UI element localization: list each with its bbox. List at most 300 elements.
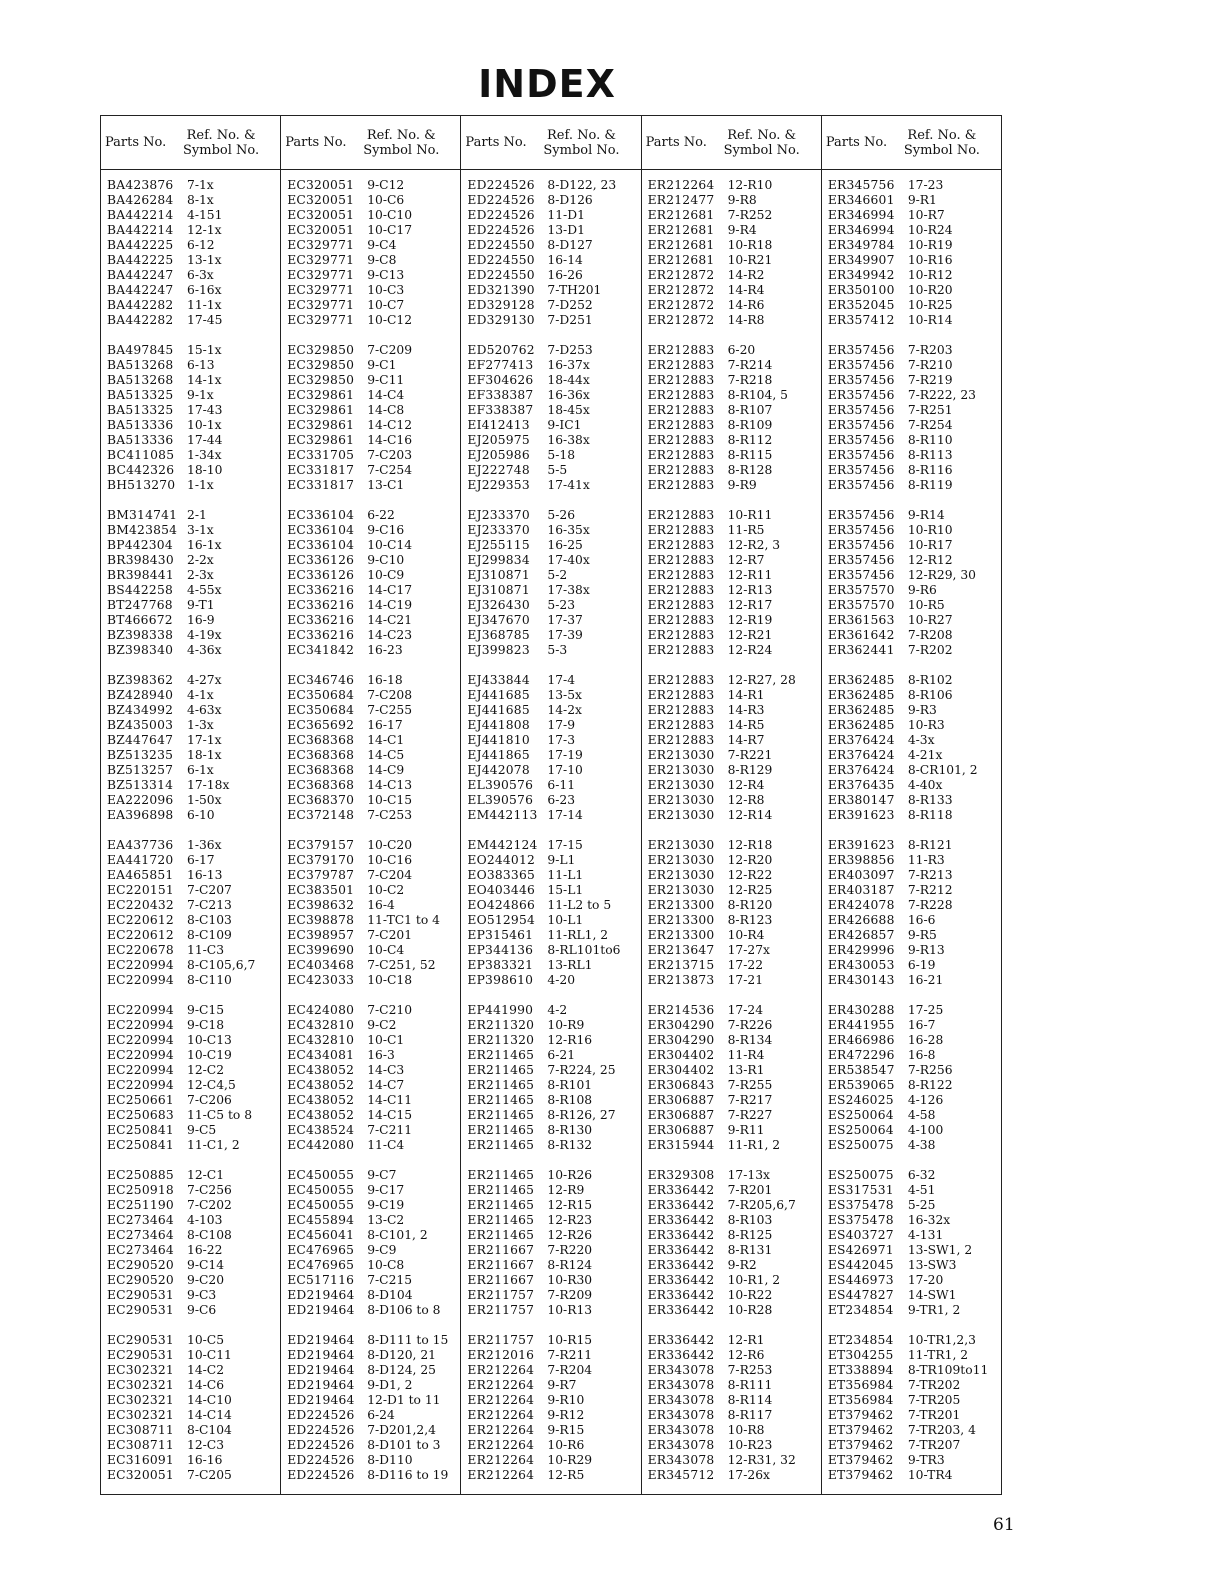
parts-no: EC320051 xyxy=(287,223,355,237)
index-entry xyxy=(467,193,640,208)
index-entry xyxy=(828,1468,1001,1483)
parts-no: EC476965 xyxy=(287,1258,355,1272)
ref-symbol-no: 11-R4 xyxy=(727,1048,765,1062)
index-entry xyxy=(287,838,460,853)
ref-symbol-no: 9-C11 xyxy=(367,373,405,387)
parts-no: ED520762 xyxy=(467,343,535,357)
parts-no: ER350100 xyxy=(827,283,895,297)
ref-symbol-no: 7-TR203, 4 xyxy=(907,1423,976,1437)
index-entry xyxy=(648,928,821,943)
index-entry xyxy=(107,568,280,583)
index-entry xyxy=(107,1408,280,1423)
ref-symbol-no: 14-C8 xyxy=(367,403,405,417)
index-entry xyxy=(648,298,821,313)
index-entry xyxy=(467,478,640,493)
index-entry xyxy=(107,268,280,283)
parts-no: ER213873 xyxy=(647,973,715,987)
parts-no: BH513270 xyxy=(107,478,176,492)
ref-symbol-no: 4-38 xyxy=(907,1138,936,1152)
ref-symbol-no: 9-1x xyxy=(187,388,214,402)
parts-no: ER306887 xyxy=(647,1123,715,1137)
index-entry xyxy=(287,343,460,358)
parts-no: EC329850 xyxy=(287,373,355,387)
parts-no: ER306843 xyxy=(647,1078,715,1092)
index-entry xyxy=(467,1183,640,1198)
parts-no: ED219464 xyxy=(287,1363,355,1377)
parts-no: ER398856 xyxy=(827,853,895,867)
parts-no: ER429996 xyxy=(827,943,895,957)
ref-symbol-no: 13-5x xyxy=(547,688,582,702)
index-entry xyxy=(107,1093,280,1108)
index-entry xyxy=(828,433,1001,448)
parts-no: ER336442 xyxy=(647,1243,715,1257)
parts-no: ER213030 xyxy=(647,793,715,807)
parts-no: EC329861 xyxy=(287,433,355,447)
index-entry xyxy=(828,1063,1001,1078)
entry-group xyxy=(648,1168,821,1318)
index-entry xyxy=(648,1063,821,1078)
parts-no: EC329771 xyxy=(287,268,355,282)
parts-no: BA442214 xyxy=(107,208,174,222)
ref-symbol-no: 4-51 xyxy=(907,1183,936,1197)
index-entry xyxy=(648,628,821,643)
index-entry xyxy=(107,868,280,883)
ref-symbol-no: 8-D127 xyxy=(547,238,593,252)
parts-no: ES250064 xyxy=(827,1123,894,1137)
column-header xyxy=(461,116,640,170)
parts-no: ER357456 xyxy=(827,448,895,462)
parts-no: ER346994 xyxy=(827,223,895,237)
ref-symbol-no: 7-R208 xyxy=(907,628,953,642)
entry-group xyxy=(107,1333,280,1483)
parts-no: ER213030 xyxy=(647,853,715,867)
index-entry xyxy=(107,1468,280,1483)
index-entry xyxy=(648,1198,821,1213)
parts-no: BC442326 xyxy=(107,463,175,477)
ref-symbol-no: 9-R14 xyxy=(907,508,945,522)
index-entry xyxy=(107,1378,280,1393)
index-entry xyxy=(287,1408,460,1423)
ref-symbol-no: 8-R122 xyxy=(907,1078,953,1092)
ref-symbol-no: 12-R10 xyxy=(727,178,773,192)
parts-no-header: Parts No. xyxy=(465,135,527,150)
ref-symbol-no: 7-R211 xyxy=(547,1348,593,1362)
ref-symbol-no: 16-37x xyxy=(547,358,590,372)
parts-no: BA442282 xyxy=(107,298,174,312)
index-entry xyxy=(467,1108,640,1123)
entry-group xyxy=(287,1003,460,1153)
ref-symbol-no: 9-C4 xyxy=(367,238,397,252)
parts-no: BA513268 xyxy=(107,358,174,372)
ref-symbol-no: 15-1x xyxy=(187,343,222,357)
index-entry xyxy=(648,1378,821,1393)
index-entry xyxy=(828,733,1001,748)
ref-symbol-no: 5-2 xyxy=(547,568,568,582)
parts-no: ED224550 xyxy=(467,253,535,267)
ref-symbol-no: 17-43 xyxy=(187,403,223,417)
ref-symbol-no: 6-11 xyxy=(547,778,576,792)
parts-no: ER212264 xyxy=(467,1408,535,1422)
ref-symbol-no: 13-RL1 xyxy=(547,958,593,972)
ref-symbol-no: 5-18 xyxy=(547,448,576,462)
parts-no: EJ399823 xyxy=(467,643,530,657)
index-entry xyxy=(287,1228,460,1243)
index-entry xyxy=(287,1288,460,1303)
ref-symbol-no: 12-C1 xyxy=(187,1168,225,1182)
entry-group xyxy=(648,1003,821,1153)
parts-no: EC329771 xyxy=(287,298,355,312)
parts-no: EC320051 xyxy=(287,208,355,222)
ref-symbol-no: 12-R31, 32 xyxy=(727,1453,796,1467)
ref-symbol-no: 10-C9 xyxy=(367,568,405,582)
ref-symbol-no: 8-D104 xyxy=(367,1288,413,1302)
index-entry xyxy=(828,283,1001,298)
parts-no: ER361642 xyxy=(827,628,895,642)
parts-no: ER304402 xyxy=(647,1063,715,1077)
index-entry xyxy=(828,373,1001,388)
parts-no: EC329850 xyxy=(287,343,355,357)
index-column xyxy=(101,116,281,1494)
parts-no: ER211667 xyxy=(467,1243,535,1257)
index-entry xyxy=(467,1018,640,1033)
index-entry xyxy=(648,313,821,328)
parts-no: EC350684 xyxy=(287,703,355,717)
index-entry xyxy=(467,673,640,688)
index-entry xyxy=(648,868,821,883)
parts-no: ER380147 xyxy=(827,793,895,807)
ref-symbol-no: 10-R21 xyxy=(727,253,773,267)
index-entry xyxy=(287,1198,460,1213)
symbol-no-label: Symbol No. xyxy=(363,142,440,158)
ref-symbol-no: 7-R224, 25 xyxy=(547,1063,616,1077)
parts-no: BC411085 xyxy=(107,448,175,462)
entry-group xyxy=(107,1168,280,1318)
parts-no: ER349907 xyxy=(827,253,895,267)
index-entry xyxy=(287,418,460,433)
parts-no: ER211465 xyxy=(467,1228,535,1242)
index-entry xyxy=(287,403,460,418)
page-number: 61 xyxy=(993,1515,1015,1535)
parts-no: ER343078 xyxy=(647,1408,715,1422)
parts-no: EC220994 xyxy=(107,1018,174,1032)
parts-no: ER357456 xyxy=(827,568,895,582)
index-entry xyxy=(467,373,640,388)
index-entry xyxy=(467,1168,640,1183)
ref-symbol-no: 16-22 xyxy=(187,1243,223,1257)
index-entry xyxy=(287,748,460,763)
parts-no: ER212883 xyxy=(647,418,715,432)
parts-no: ER343078 xyxy=(647,1363,715,1377)
ref-symbol-no: 12-R17 xyxy=(727,598,773,612)
parts-no: ER362485 xyxy=(827,688,895,702)
parts-no: ET379462 xyxy=(827,1453,894,1467)
parts-no: ER430053 xyxy=(827,958,895,972)
index-entry xyxy=(828,1378,1001,1393)
parts-no: EC329861 xyxy=(287,388,355,402)
parts-no: EC432810 xyxy=(287,1018,355,1032)
index-entry xyxy=(648,898,821,913)
parts-no-header: Parts No. xyxy=(645,135,707,150)
parts-no: ER357456 xyxy=(827,403,895,417)
index-entry xyxy=(648,388,821,403)
parts-no: ET379462 xyxy=(827,1438,894,1452)
parts-no: ER336442 xyxy=(647,1348,715,1362)
ref-symbol-no: 12-R24 xyxy=(727,643,773,657)
parts-no: EC432810 xyxy=(287,1033,355,1047)
parts-no: ER357412 xyxy=(827,313,895,327)
index-entry xyxy=(828,478,1001,493)
ref-symbol-no: 11-C3 xyxy=(187,943,225,957)
ref-symbol-no: 12-C2 xyxy=(187,1063,225,1077)
parts-no: BT247768 xyxy=(107,598,173,612)
parts-no: ER212883 xyxy=(647,403,715,417)
ref-symbol-no: 16-26 xyxy=(547,268,583,282)
ref-symbol-no: 10-R30 xyxy=(547,1273,593,1287)
parts-no: EC320051 xyxy=(107,1468,174,1482)
entry-group xyxy=(107,178,280,328)
index-entry xyxy=(287,388,460,403)
parts-no: ER212883 xyxy=(647,643,715,657)
parts-no: ER212264 xyxy=(467,1438,535,1452)
index-entry xyxy=(467,793,640,808)
parts-no: ER306887 xyxy=(647,1108,715,1122)
ref-symbol-no: 4-131 xyxy=(907,1228,944,1242)
index-entry xyxy=(648,703,821,718)
index-entry xyxy=(648,433,821,448)
parts-no: ER304402 xyxy=(647,1048,715,1062)
parts-no: ER213300 xyxy=(647,913,715,927)
index-entry xyxy=(107,808,280,823)
index-entry xyxy=(648,1258,821,1273)
ref-symbol-no: 18-1x xyxy=(187,748,222,762)
parts-no: ER211465 xyxy=(467,1138,535,1152)
index-entry xyxy=(287,1363,460,1378)
index-entry xyxy=(287,958,460,973)
ref-symbol-no: 12-R5 xyxy=(547,1468,585,1482)
ref-symbol-no: 16-23 xyxy=(367,643,403,657)
ref-symbol-no: 8-R125 xyxy=(727,1228,773,1242)
index-entry xyxy=(828,448,1001,463)
parts-no: BZ513314 xyxy=(107,778,174,792)
parts-no: ER212883 xyxy=(647,583,715,597)
ref-symbol-no: 7-R214 xyxy=(727,358,773,372)
ref-symbol-no: 5-23 xyxy=(547,598,576,612)
index-entry xyxy=(467,1228,640,1243)
parts-no: EI412413 xyxy=(467,418,530,432)
parts-no: ES447827 xyxy=(827,1288,894,1302)
parts-no: ER212681 xyxy=(647,223,715,237)
ref-symbol-no: 8-R120 xyxy=(727,898,773,912)
ref-symbol-no: 8-D101 to 3 xyxy=(367,1438,441,1452)
ref-symbol-no: 9-D1, 2 xyxy=(367,1378,413,1392)
parts-no: ER336442 xyxy=(647,1213,715,1227)
parts-no: ER211757 xyxy=(467,1303,535,1317)
index-entry xyxy=(648,808,821,823)
index-entry xyxy=(467,898,640,913)
ref-symbol-no: 1-50x xyxy=(187,793,222,807)
ref-symbol-no: 5-3 xyxy=(547,643,568,657)
parts-no: EJ205975 xyxy=(467,433,530,447)
ref-symbol-no: 11-1x xyxy=(187,298,222,312)
index-entry xyxy=(467,178,640,193)
index-entry xyxy=(828,1438,1001,1453)
ref-symbol-no: 9-R10 xyxy=(547,1393,585,1407)
ref-symbol-no: 7-C206 xyxy=(187,1093,232,1107)
parts-no: EC434081 xyxy=(287,1048,355,1062)
parts-no: ET304255 xyxy=(827,1348,894,1362)
index-entry xyxy=(828,778,1001,793)
ref-symbol-no: 17-4 xyxy=(547,673,576,687)
index-entry xyxy=(467,1243,640,1258)
ref-symbol-no: 6-1x xyxy=(187,763,214,777)
index-entry xyxy=(287,643,460,658)
index-entry xyxy=(287,583,460,598)
parts-no: EC517116 xyxy=(287,1273,355,1287)
parts-no: EC220994 xyxy=(107,1063,174,1077)
parts-no: ED224526 xyxy=(287,1468,355,1482)
ref-symbol-no: 11-TC1 to 4 xyxy=(367,913,440,927)
ref-symbol-no: 10-R15 xyxy=(547,1333,593,1347)
parts-no: BM314741 xyxy=(107,508,178,522)
index-entry xyxy=(287,298,460,313)
ref-symbol-no: 8-R118 xyxy=(907,808,953,822)
index-entry xyxy=(828,793,1001,808)
ref-symbol-no: 9-R13 xyxy=(907,943,945,957)
parts-no: ER345712 xyxy=(647,1468,715,1482)
parts-no: BA513268 xyxy=(107,373,174,387)
ref-symbol-no: 9-R11 xyxy=(727,1123,765,1137)
index-entry xyxy=(467,1123,640,1138)
index-entry xyxy=(287,1123,460,1138)
index-entry xyxy=(107,358,280,373)
parts-no: EA441720 xyxy=(107,853,174,867)
ref-symbol-no: 11-C5 to 8 xyxy=(187,1108,253,1122)
parts-no: ES250064 xyxy=(827,1108,894,1122)
ref-symbol-no: 8-R132 xyxy=(547,1138,593,1152)
parts-no: EC336104 xyxy=(287,538,355,552)
index-entry xyxy=(467,718,640,733)
parts-no: ER212883 xyxy=(647,538,715,552)
ref-symbol-no: 9-R5 xyxy=(907,928,937,942)
index-entry xyxy=(287,763,460,778)
ref-symbol-no: 15-L1 xyxy=(547,883,584,897)
ref-symbol-no: 12-R12 xyxy=(907,553,953,567)
parts-no: EC438052 xyxy=(287,1093,355,1107)
parts-no: ER213030 xyxy=(647,748,715,762)
parts-no: ER211320 xyxy=(467,1033,535,1047)
parts-no: EJ233370 xyxy=(467,508,530,522)
parts-no: ER211465 xyxy=(467,1123,535,1137)
parts-no: ER211465 xyxy=(467,1078,535,1092)
parts-no: EJ433844 xyxy=(467,673,530,687)
parts-no: BZ435003 xyxy=(107,718,174,732)
ref-symbol-no: 14-C6 xyxy=(187,1378,225,1392)
ref-symbol-no: 8-C109 xyxy=(187,928,232,942)
parts-no: ER357456 xyxy=(827,358,895,372)
index-entry xyxy=(828,268,1001,283)
index-entry xyxy=(107,1438,280,1453)
index-entry xyxy=(828,1018,1001,1033)
ref-symbol-no: 7-C203 xyxy=(367,448,413,462)
index-entry xyxy=(648,793,821,808)
index-entry xyxy=(467,1423,640,1438)
index-entry xyxy=(467,508,640,523)
entry-group xyxy=(828,178,1001,328)
ref-symbol-no: 12-R22 xyxy=(727,868,773,882)
parts-no: EA396898 xyxy=(107,808,174,822)
index-entry xyxy=(107,1183,280,1198)
ref-symbol-no: 12-R16 xyxy=(547,1033,593,1047)
parts-no: ER212883 xyxy=(647,598,715,612)
ref-symbol-no: 1-34x xyxy=(187,448,222,462)
index-entry xyxy=(107,733,280,748)
index-entry xyxy=(648,583,821,598)
parts-no: ET356984 xyxy=(827,1378,894,1392)
index-entry xyxy=(648,1393,821,1408)
index-column xyxy=(461,116,641,1494)
ref-symbol-no: 16-21 xyxy=(907,973,944,987)
index-entry xyxy=(467,1393,640,1408)
ref-symbol-no: 8-D110 xyxy=(367,1453,413,1467)
parts-no: ER357456 xyxy=(827,343,895,357)
index-entry xyxy=(107,583,280,598)
ref-symbol-no: 8-D120, 21 xyxy=(367,1348,436,1362)
parts-no: EC398632 xyxy=(287,898,355,912)
parts-no: EA222096 xyxy=(107,793,174,807)
ref-symbol-no: 16-18 xyxy=(367,673,403,687)
index-entry xyxy=(648,1288,821,1303)
ref-symbol-no: 7-C211 xyxy=(367,1123,413,1137)
ref-symbol-no: 9-C15 xyxy=(187,1003,225,1017)
ref-symbol-no: 9-R4 xyxy=(727,223,757,237)
entry-group xyxy=(828,673,1001,823)
index-entry xyxy=(467,433,640,448)
index-entry xyxy=(107,943,280,958)
index-entry xyxy=(648,913,821,928)
ref-symbol-no: 2-3x xyxy=(187,568,214,582)
parts-no: ER336442 xyxy=(647,1258,715,1272)
index-entry xyxy=(467,1438,640,1453)
parts-no: EC220994 xyxy=(107,958,174,972)
parts-no: EJ233370 xyxy=(467,523,530,537)
index-entry xyxy=(648,1168,821,1183)
parts-no: ER214536 xyxy=(647,1003,715,1017)
index-entry xyxy=(648,1423,821,1438)
ref-symbol-no: 10-C8 xyxy=(367,1258,405,1272)
parts-no: EC346746 xyxy=(287,673,355,687)
index-entry xyxy=(828,1228,1001,1243)
ref-symbol-no: 16-6 xyxy=(907,913,936,927)
parts-no: EC250683 xyxy=(107,1108,174,1122)
ref-symbol-no: 2-2x xyxy=(187,553,214,567)
index-entry xyxy=(107,1453,280,1468)
ref-symbol-no: 6-16x xyxy=(187,283,222,297)
parts-no: BA442247 xyxy=(107,268,174,282)
symbol-no-label: Symbol No. xyxy=(183,142,260,158)
index-entry xyxy=(107,373,280,388)
parts-no: ER212883 xyxy=(647,343,715,357)
ref-symbol-no: 17-39 xyxy=(547,628,583,642)
ref-symbol-no: 16-36x xyxy=(547,388,590,402)
parts-no: EC336216 xyxy=(287,598,355,612)
parts-no: ET379462 xyxy=(827,1468,894,1482)
index-entry xyxy=(467,358,640,373)
index-entry xyxy=(107,1063,280,1078)
entry-group xyxy=(467,178,640,328)
index-entry xyxy=(467,1138,640,1153)
parts-no: EC302321 xyxy=(107,1363,174,1377)
ref-symbol-no: 9-TR1, 2 xyxy=(907,1303,961,1317)
